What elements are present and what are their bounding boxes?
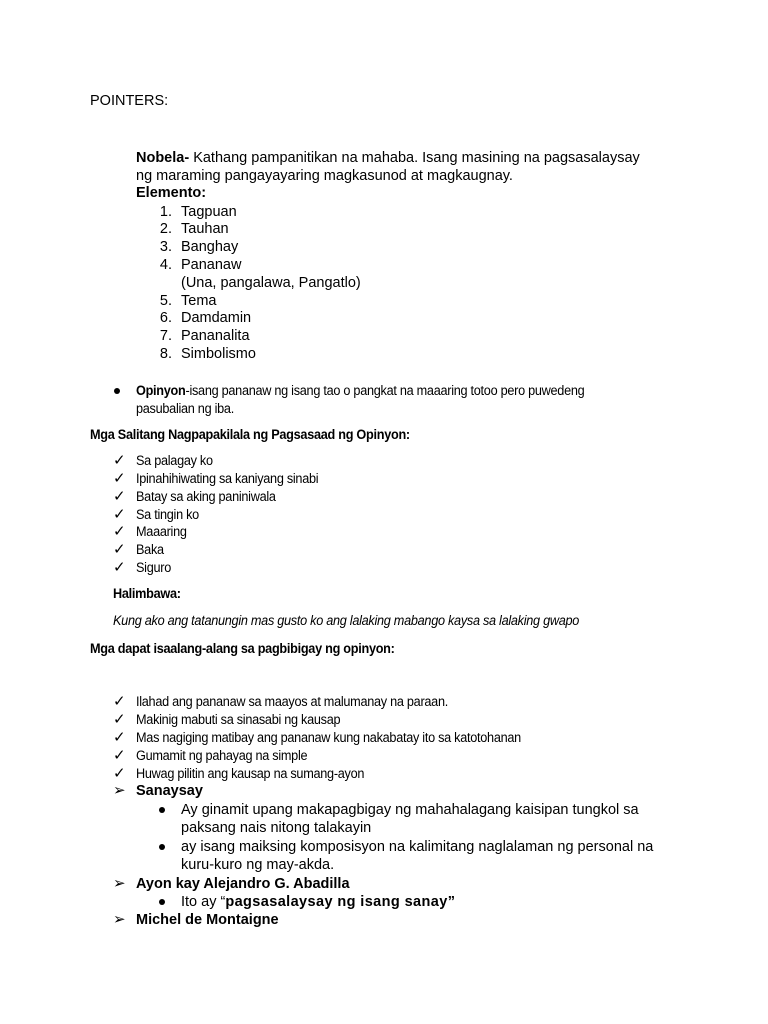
- list-number: 7.: [159, 328, 172, 344]
- list-item: Huwag pilitin ang kausap na sumang-ayon: [136, 766, 365, 781]
- list-number: 8.: [159, 346, 172, 362]
- list-number: 6.: [159, 310, 172, 326]
- list-item-note: (Una, pangalawa, Pangatlo): [181, 275, 361, 291]
- nobela-def-2: ng maraming pangayayaring magkasunod at magkaugnay.: [136, 168, 513, 184]
- list-item: Mas nagiging matibay ang pananaw kung nakabatay ito sa katotohanan: [136, 730, 521, 745]
- opinyon-line-1: [136, 383, 584, 398]
- sanaysay-bullet-1-line-2: paksang nais nitong talakayin: [181, 820, 372, 836]
- arrowhead-bullet-icon: ➢: [113, 781, 126, 799]
- list-item: Simbolismo: [181, 346, 256, 362]
- list-item: Tauhan: [181, 221, 229, 237]
- list-number: 3.: [159, 239, 172, 255]
- checkmark-icon: ✓: [113, 487, 126, 505]
- halimbawa-label: Halimbawa:: [113, 586, 181, 601]
- checkmark-icon: ✓: [113, 764, 126, 782]
- checkmark-icon: ✓: [113, 540, 126, 558]
- list-item: Batay sa aking paniniwala: [136, 489, 276, 504]
- checkmark-icon: ✓: [113, 710, 126, 728]
- arrowhead-bullet-icon: ➢: [113, 910, 126, 928]
- sanaysay-bullet-1-line-1: Ay ginamit upang makapagbigay ng mahahalagang kaisipan tungkol sa: [181, 802, 639, 818]
- abadilla-quote-line: [181, 894, 455, 910]
- abadilla-label: Ayon kay Alejandro G. Abadilla: [136, 876, 350, 892]
- list-number: 5.: [159, 293, 172, 309]
- list-item: Sa palagay ko: [136, 453, 213, 468]
- checkmark-icon: ✓: [113, 451, 126, 469]
- abadilla-quote-prefix: Ito ay “: [181, 894, 226, 910]
- list-item: Tema: [181, 293, 217, 309]
- list-number: 4.: [159, 257, 172, 273]
- list-number: 1.: [159, 204, 172, 220]
- bullet-dot-icon: [159, 899, 165, 905]
- list-item: Sa tingin ko: [136, 507, 199, 522]
- list-item: Baka: [136, 542, 164, 557]
- list-item: Maaaring: [136, 524, 187, 539]
- opinyon-def-2: pasubalian ng iba.: [136, 401, 234, 416]
- bullet-dot-icon: [114, 388, 120, 394]
- list-item: Pananaw: [181, 257, 242, 273]
- list-item: Ilahad ang pananaw sa maayos at malumanay na paraan.: [136, 694, 448, 709]
- checkmark-icon: ✓: [113, 522, 126, 540]
- checkmark-icon: ✓: [113, 469, 126, 487]
- list-item: Gumamit ng pahayag na simple: [136, 748, 308, 763]
- checkmark-icon: ✓: [113, 505, 126, 523]
- list-item: Makinig mabuti sa sinasabi ng kausap: [136, 712, 341, 727]
- sanaysay-label: Sanaysay: [136, 783, 203, 799]
- montaigne-label: Michel de Montaigne: [136, 912, 279, 928]
- list-item: Tagpuan: [181, 204, 237, 220]
- dapat-heading: Mga dapat isaalang-alang sa pagbibigay ng opinyon:: [90, 641, 395, 656]
- sanaysay-bullet-2-line-2: kuru-kuro ng may-akda.: [181, 857, 335, 873]
- list-item: Damdamin: [181, 310, 252, 326]
- nobela-def-1: Kathang pampanitikan na mahaba. Isang masining na pagsasalaysay: [189, 150, 640, 166]
- opinyon-def-1: -isang pananaw ng isang tao o pangkat na maaaring totoo pero puwedeng: [185, 383, 585, 398]
- opinyon-term: Opinyon: [136, 383, 186, 398]
- checkmark-icon: ✓: [113, 746, 126, 764]
- bullet-dot-icon: [159, 844, 165, 850]
- list-item: Siguro: [136, 560, 172, 575]
- list-item: Pananalita: [181, 328, 250, 344]
- list-number: 2.: [159, 221, 172, 237]
- abadilla-quote: pagsasalaysay ng isang sanay”: [225, 894, 456, 910]
- pointers-heading: POINTERS:: [90, 93, 169, 109]
- checkmark-icon: ✓: [113, 558, 126, 576]
- nobela-definition-line-1: [136, 150, 640, 166]
- bullet-dot-icon: [159, 807, 165, 813]
- list-item: Ipinahihiwating sa kaniyang sinabi: [136, 471, 319, 486]
- checkmark-icon: ✓: [113, 692, 126, 710]
- nobela-term: Nobela-: [136, 150, 190, 166]
- list-item: Banghay: [181, 239, 239, 255]
- salita-heading: Mga Salitang Nagpapakilala ng Pagsasaad ng Opinyon:: [90, 427, 410, 442]
- elemento-label: Elemento:: [136, 185, 207, 201]
- sanaysay-bullet-2-line-1: ay isang maiksing komposisyon na kalimitang naglalaman ng personal na: [181, 839, 654, 855]
- checkmark-icon: ✓: [113, 728, 126, 746]
- halimbawa-text: Kung ako ang tatanungin mas gusto ko ang lalaking mabango kaysa sa lalaking gwapo: [113, 613, 580, 628]
- arrowhead-bullet-icon: ➢: [113, 874, 126, 892]
